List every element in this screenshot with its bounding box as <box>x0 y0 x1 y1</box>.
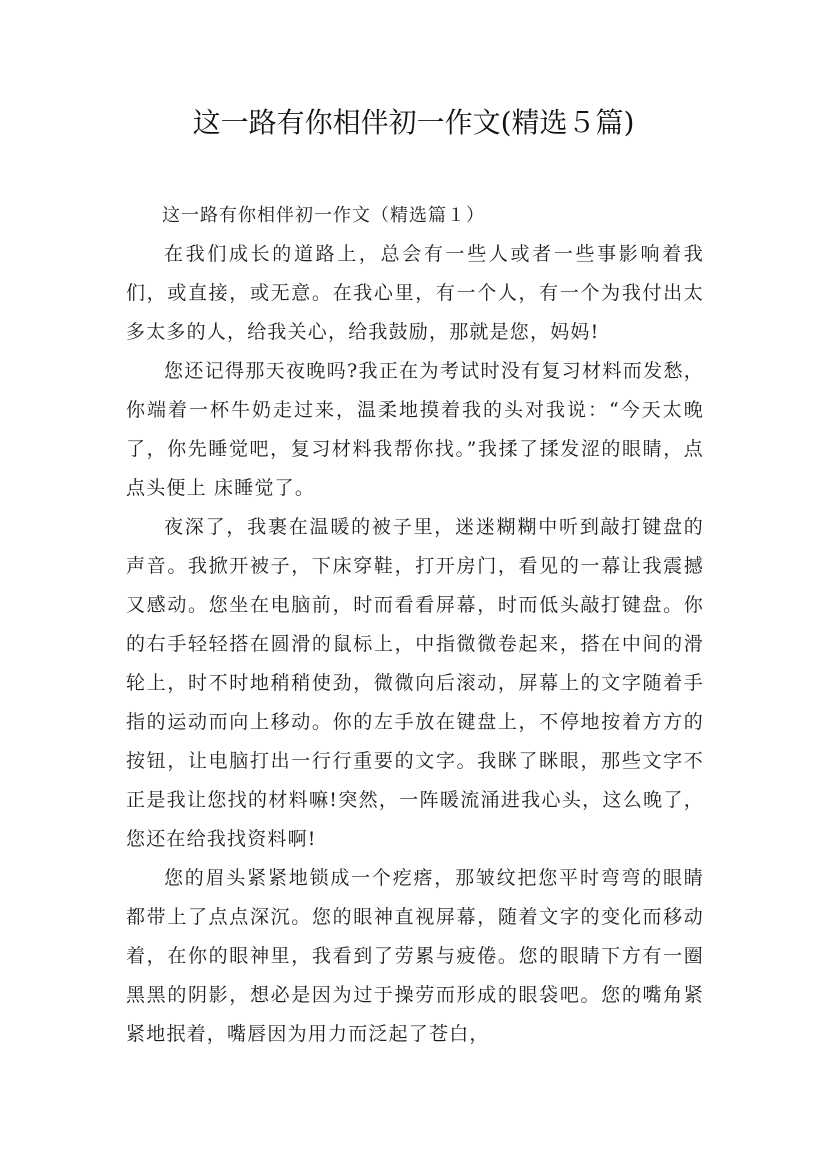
document-body <box>126 196 704 1054</box>
paragraph-2: 您还记得那天夜晚吗?我正在为考试时没有复习材料而发愁，你端着一杯牛奶走过来，温柔地摸着我的头对我说：“今天太晚了，你先睡觉吧，复习材料我帮你找。”我揉了揉发涩的眼睛，点点头便上 床睡觉了。 <box>126 360 704 499</box>
paragraph-3: 夜深了，我裹在温暖的被子里，迷迷糊糊中听到敲打键盘的声音。我掀开被子，下床穿鞋，打开房门，看见的一幕让我震撼又感动。您坐在电脑前，时而看看屏幕，时而低头敲打键盘。你的右手轻轻搭在圆滑的鼠标上，中指微微卷起来，搭在中间的滑轮上，时不时地稍稍使劲，微微向后滚动，屏幕上的文字随着手指的运动而向上移动。你的左手放在键盘上，不停地按着方方的按钮，让电脑打出一行行重要的文字。我眯了眯眼，那些文字不正是我让您找的材料嘛!突然，一阵暖流涌进我心头，这么晚了，您还在给我找资料啊! <box>126 516 704 850</box>
section-heading: 这一路有你相伴初一作文（精选篇１） <box>162 205 485 226</box>
document-title: 这一路有你相伴初一作文(精选５篇) <box>192 106 635 139</box>
paragraph-1: 在我们成长的道路上，总会有一些人或者一些事影响着我们，或直接，或无意。在我心里，有一个人，有一个为我付出太多太多的人，给我关心，给我鼓励，那就是您，妈妈! <box>126 243 704 343</box>
paragraph-4: 您的眉头紧紧地锁成一个疙瘩，那皱纹把您平时弯弯的眼睛都带上了点点深沉。您的眼神直视屏幕，随着文字的变化而移动着，在你的眼神里，我看到了劳累与疲倦。您的眼睛下方有一圈黑黑的阴影，想必是因为过于操劳而形成的眼袋吧。您的嘴角紧紧地抿着，嘴唇因为用力而泛起了苍白， <box>126 867 704 1045</box>
